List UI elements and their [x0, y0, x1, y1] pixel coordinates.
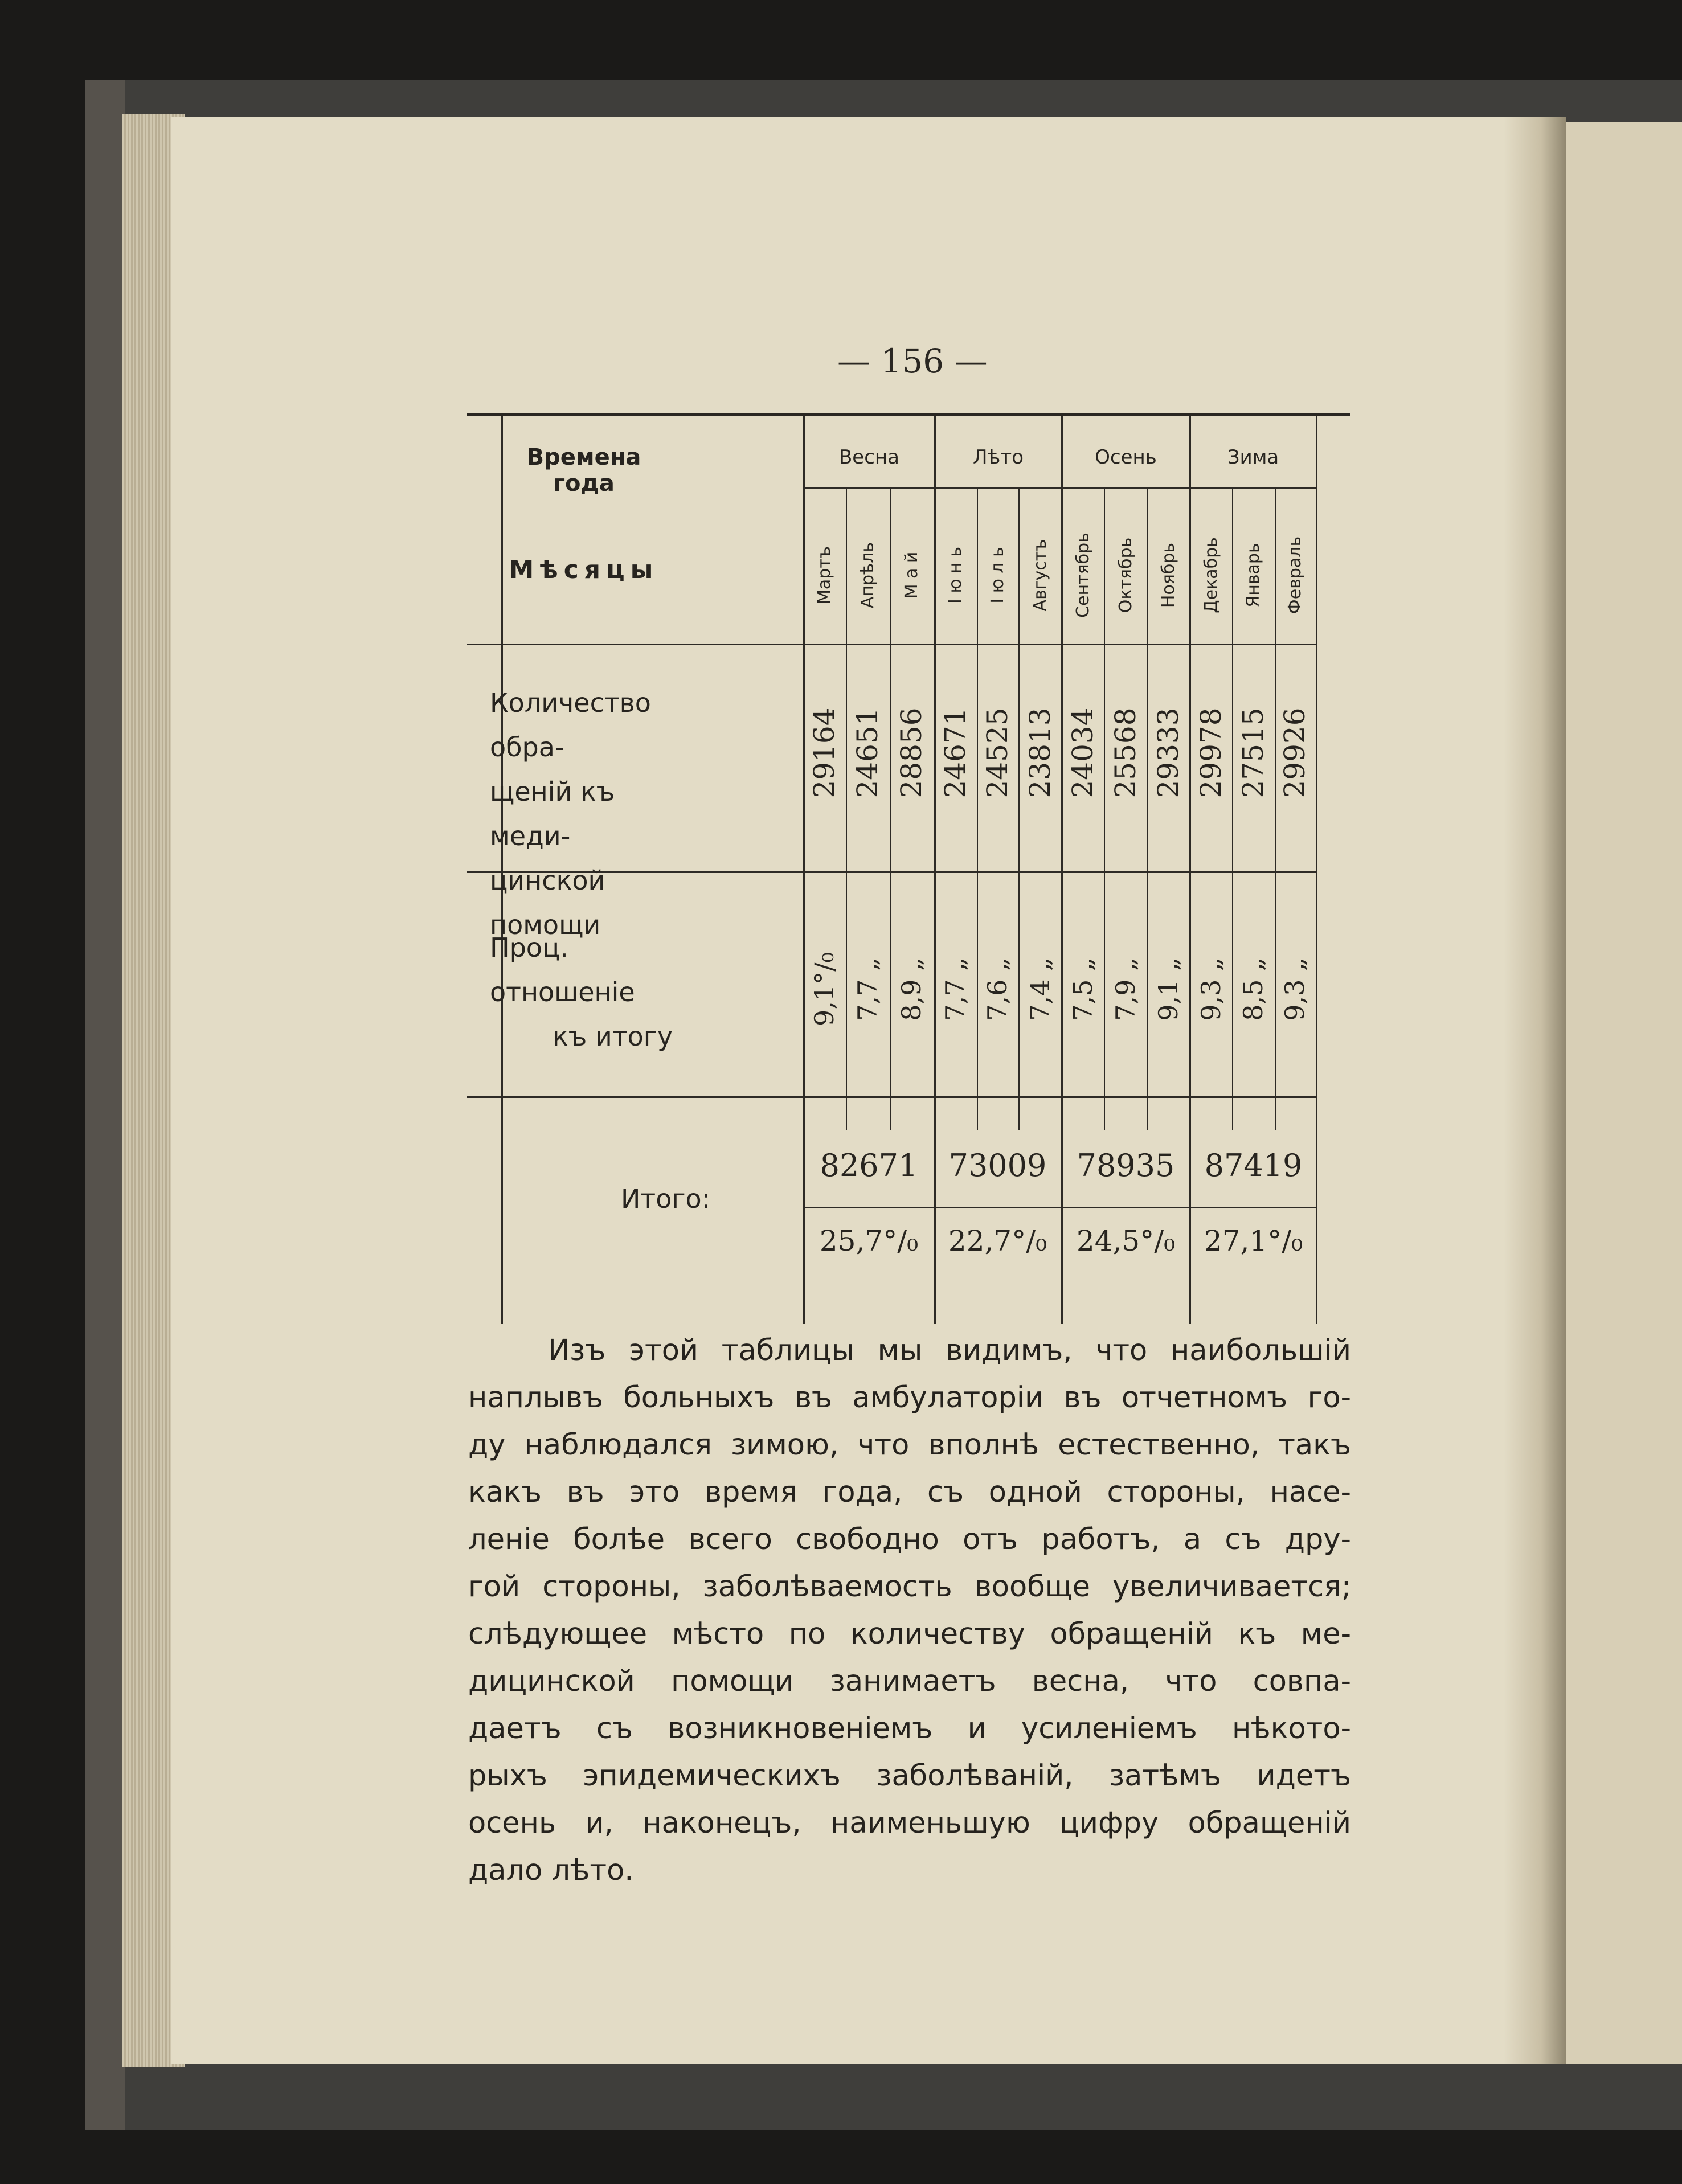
percent-row-label — [490, 925, 678, 1059]
percent-cell: 7,6 „ — [982, 957, 1013, 1021]
text-line: дицинской помощи занимаетъ весна, что совпа- — [468, 1665, 1351, 1698]
months-header: Мѣсяцы — [509, 555, 659, 584]
percent-cell: 9,1 „ — [1153, 957, 1184, 1021]
counts-row-label-line: цинской помощи — [490, 865, 605, 940]
month-divider — [846, 487, 847, 1130]
count-cell: 29978 — [1194, 707, 1227, 798]
month-label: Февраль — [1284, 536, 1305, 614]
statistics-table — [467, 413, 1350, 1321]
month-label: Августъ — [1030, 539, 1050, 612]
header-bottom-rule — [467, 644, 1316, 645]
percent-row-label-line: къ итогу — [553, 1021, 673, 1052]
counts-row-label — [490, 681, 678, 947]
counts-row-label-line: Количество обра- — [490, 687, 651, 763]
season-divider — [934, 416, 936, 1324]
text-line: рыхъ эпидемическихъ заболѣваній, затѣмъ идетъ — [468, 1759, 1351, 1793]
percent-cell: 8,5 „ — [1238, 957, 1268, 1021]
text-line: слѣдующее мѣсто по количеству обращеній къ ме- — [468, 1617, 1351, 1651]
count-cell: 24525 — [981, 707, 1014, 798]
season-total: 73009 — [948, 1148, 1047, 1183]
season-winter: Зима — [1227, 446, 1279, 469]
count-cell: 23813 — [1024, 707, 1057, 798]
season-divider — [1189, 416, 1191, 1324]
percent-cell: 7,4 „ — [1025, 957, 1055, 1021]
percent-cell: 9,3 „ — [1196, 957, 1226, 1021]
month-label: Мартъ — [814, 546, 834, 604]
count-cell: 27515 — [1237, 707, 1270, 798]
count-cell: 28856 — [895, 707, 928, 798]
season-percent: 22,7°/₀ — [948, 1224, 1047, 1257]
count-cell: 29164 — [808, 707, 841, 798]
percent-bottom-rule — [467, 1096, 1316, 1098]
table-top-rule — [467, 413, 1350, 416]
count-cell: 25568 — [1109, 707, 1142, 798]
month-label: Апрѣль — [857, 542, 878, 609]
count-cell: 29333 — [1152, 707, 1185, 798]
percent-cell: 7,7 „ — [940, 957, 971, 1021]
count-cell: 24034 — [1066, 707, 1099, 798]
percent-cell: 9,3 „ — [1279, 957, 1310, 1021]
season-summer: Лѣто — [972, 446, 1024, 469]
text-line: ду наблюдался зимою, что вполнѣ естественно, такъ — [468, 1428, 1351, 1462]
facing-page — [1566, 122, 1682, 2064]
percent-row-label-line: Проц. отношеніе — [490, 932, 635, 1007]
month-divider — [1104, 487, 1105, 1130]
count-cell: 24671 — [939, 707, 972, 798]
text-line: какъ въ это время года, съ одной стороны, насе- — [468, 1476, 1351, 1509]
month-label: Сентябрь — [1073, 532, 1093, 618]
counts-row-label-line: щеній къ меди- — [490, 776, 615, 851]
book-gutter — [1504, 117, 1566, 2064]
season-total: 82671 — [820, 1148, 918, 1183]
season-divider — [1061, 416, 1063, 1324]
season-total: 78935 — [1077, 1148, 1175, 1183]
percent-cell: 7,5 „ — [1067, 957, 1098, 1021]
seasons-row-rule — [803, 487, 1316, 489]
percent-cell: 7,9 „ — [1110, 957, 1141, 1021]
season-percent: 27,1°/₀ — [1204, 1224, 1303, 1257]
month-divider — [890, 487, 891, 1130]
month-label: І ю н ь — [945, 546, 965, 604]
count-cell: 29926 — [1278, 707, 1311, 798]
text-line: гой стороны, заболѣваемость вообще увеличивается; — [468, 1570, 1351, 1604]
text-line: леніе болѣе всего свободно отъ работъ, а съ дру- — [468, 1523, 1351, 1556]
month-label: М а й — [901, 551, 922, 599]
seasons-header: Времена года — [526, 444, 641, 497]
season-spring: Весна — [838, 446, 899, 469]
month-label: Декабрь — [1201, 537, 1221, 613]
season-percent: 24,5°/₀ — [1076, 1224, 1176, 1257]
season-total: 87419 — [1204, 1148, 1303, 1183]
percent-cell: 8,9 „ — [896, 957, 927, 1021]
total-label: Итого: — [621, 1183, 711, 1214]
percent-cell: 9,1°/₀ — [809, 952, 840, 1027]
table-right-border — [1316, 416, 1317, 1324]
table-label-divider — [803, 416, 805, 1324]
percent-cell: 7,7 „ — [852, 957, 883, 1021]
count-cell: 24651 — [851, 707, 884, 798]
text-line: Изъ этой таблицы мы видимъ, что наибольшій — [548, 1334, 1351, 1367]
page-number: — 156 — — [837, 342, 988, 380]
season-percent: 25,7°/₀ — [819, 1224, 919, 1257]
text-line: дало лѣто. — [468, 1854, 634, 1887]
month-label: І ю л ь — [987, 547, 1008, 604]
month-divider — [1018, 487, 1020, 1130]
body-paragraph — [468, 1327, 1351, 1894]
season-autumn: Осень — [1095, 446, 1157, 469]
text-line: осень и, наконецъ, наименьшую цифру обращеній — [468, 1806, 1351, 1840]
text-line: наплывъ больныхъ въ амбулаторіи въ отчетномъ го- — [468, 1381, 1351, 1415]
month-label: Ноябрь — [1158, 542, 1178, 608]
month-divider — [1147, 487, 1148, 1130]
book-spine-edge — [85, 80, 125, 2130]
month-label: Октябрь — [1115, 537, 1136, 613]
month-label: Январь — [1243, 543, 1263, 608]
totals-mid-rule — [803, 1207, 1316, 1208]
text-line: даетъ съ возникновеніемъ и усиленіемъ нѣкото- — [468, 1712, 1351, 1745]
